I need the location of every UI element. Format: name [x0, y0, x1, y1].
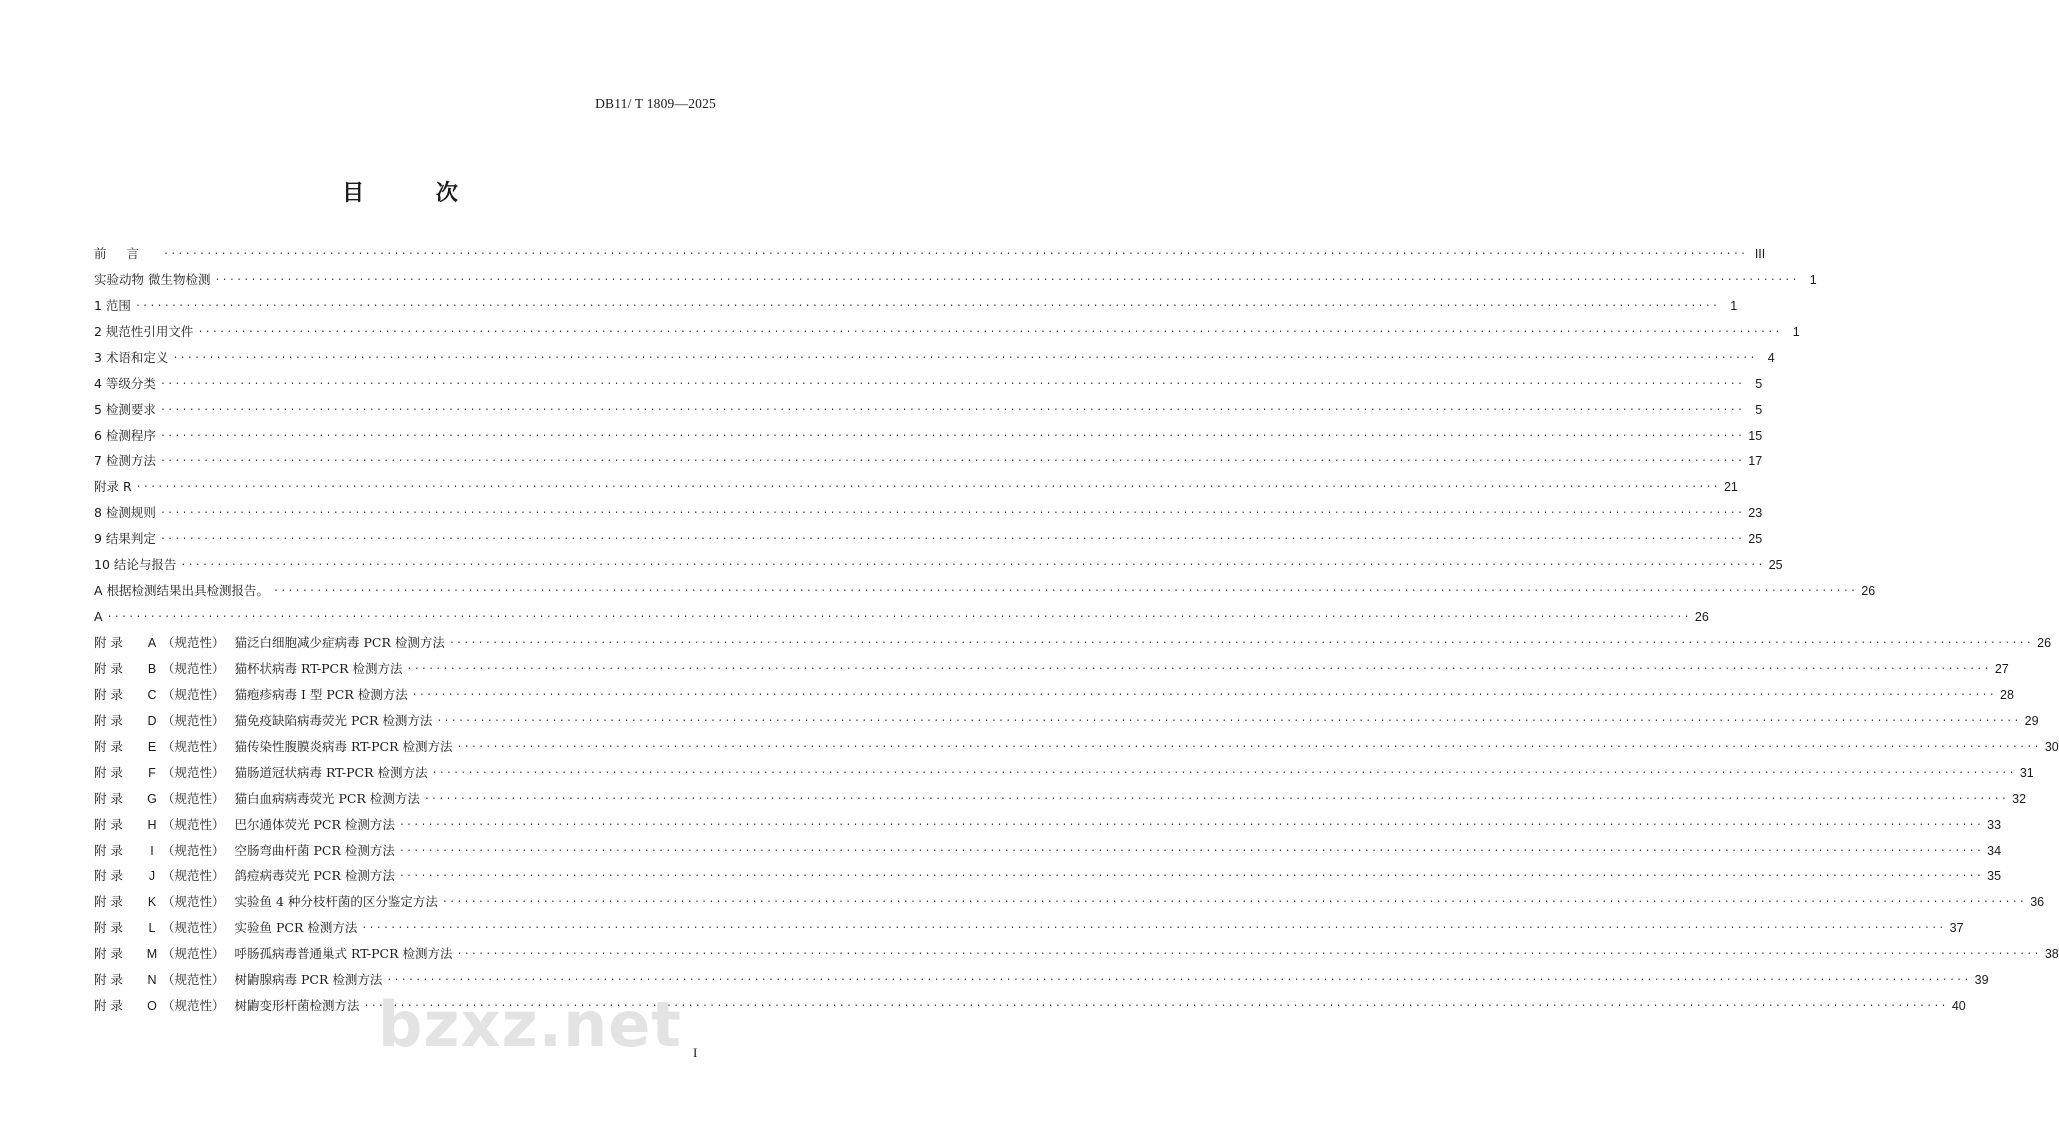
toc-entry[interactable]: [94, 910, 1964, 936]
toc-entry[interactable]: [94, 625, 2052, 651]
toc-entry[interactable]: [94, 703, 2039, 729]
document-code: DB11/ T 1809—2025: [595, 96, 716, 111]
dot-leader: ............................................................................................................................................................................................................................: [163, 246, 1748, 258]
dot-leader: ............................................................................................................................................................................................................................: [361, 921, 1946, 933]
appendix-title: 巴尔通体荧光 PCR 检测方法: [234, 816, 395, 832]
dot-leader: ............................................................................................................................................................................................................................: [441, 895, 2027, 907]
appendix-letter: H: [147, 817, 157, 832]
appendix-prefix: 附 录: [94, 842, 123, 858]
toc-entry[interactable]: [94, 677, 2014, 703]
toc-entry[interactable]: [94, 236, 1766, 262]
toc-entry-label: [94, 479, 132, 495]
toc-page-number: 21: [1723, 480, 1738, 495]
toc-page-number: 26: [2037, 636, 2052, 650]
appendix-letter: G: [147, 791, 157, 806]
appendix-title: 树鼩腺病毒 PCR 检测方法: [234, 972, 383, 988]
toc-page-number: 37: [1949, 921, 1964, 936]
dot-leader: ............................................................................................................................................................................................................................: [398, 869, 1984, 881]
toc-entry[interactable]: [94, 444, 1763, 470]
toc-entry[interactable]: [94, 962, 1989, 988]
appendix-type: （规范性）: [162, 816, 225, 832]
toc-page-number: 30: [2044, 739, 2059, 754]
toc-entry-text: 4 等级分类: [94, 375, 156, 391]
appendix-letter: A: [147, 636, 157, 650]
toc-entry-text: 1 范围: [94, 297, 131, 313]
toc-entry-label: [94, 687, 408, 703]
toc-page-number: 1: [1792, 324, 1800, 339]
appendix-title: 猫肠道冠状病毒 RT-PCR 检测方法: [234, 764, 428, 780]
toc-entry-text: 5 检测要求: [94, 401, 156, 417]
appendix-prefix: 附 录: [94, 946, 123, 962]
toc-entry-label: [94, 453, 156, 469]
toc-entry-label: [94, 298, 131, 314]
appendix-title: 猫杯状病毒 RT-PCR 检测方法: [234, 660, 403, 676]
toc-page-number: 40: [1951, 999, 1966, 1014]
appendix-type: （规范性）: [162, 842, 225, 858]
toc-entry-text: A 根据检测结果出具检测报告。: [94, 583, 270, 599]
toc-page-number: 26: [1694, 610, 1709, 625]
dot-leader: ............................................................................................................................................................................................................................: [411, 687, 1996, 699]
appendix-letter: K: [147, 895, 157, 910]
dot-leader: ............................................................................................................................................................................................................................: [172, 350, 1757, 362]
toc-entry[interactable]: [94, 884, 2045, 910]
toc-entry-label: [94, 557, 176, 573]
toc-entry-text: 8 检测规则: [94, 505, 156, 521]
toc-entry-text: A: [94, 609, 103, 625]
dot-leader: ............................................................................................................................................................................................................................: [134, 298, 1720, 310]
toc-page-number: 1: [1730, 298, 1738, 313]
toc-entry-label: [94, 609, 103, 625]
toc-entry-label: [94, 661, 403, 677]
toc-entry-text: 6 检测程序: [94, 427, 156, 443]
appendix-prefix: 附 录: [94, 868, 123, 884]
toc-page-number: 15: [1748, 428, 1763, 443]
toc-entry-label: [94, 817, 395, 833]
dot-leader: ............................................................................................................................................................................................................................: [436, 713, 2021, 725]
toc-entry[interactable]: [94, 288, 1738, 314]
dot-leader: ............................................................................................................................................................................................................................: [448, 636, 2034, 647]
appendix-prefix: 附 录: [94, 972, 123, 988]
toc-entry[interactable]: [94, 807, 2002, 833]
appendix-type: （规范性）: [162, 998, 225, 1014]
appendix-type: （规范性）: [162, 894, 225, 910]
appendix-type: （规范性）: [162, 738, 225, 754]
toc-page-number: 33: [1987, 817, 2002, 832]
dot-leader: ............................................................................................................................................................................................................................: [197, 324, 1782, 336]
toc-entry-text: 附录 R: [94, 479, 132, 495]
appendix-title: 树鼩变形杆菌检测方法: [234, 998, 360, 1014]
toc-page-number: 31: [2019, 765, 2034, 780]
appendix-type: （规范性）: [162, 764, 225, 780]
toc-page-number: 35: [1987, 869, 2002, 884]
dot-leader: ............................................................................................................................................................................................................................: [159, 454, 1745, 466]
toc-page-number: 25: [1748, 532, 1763, 547]
page-number: I: [693, 1045, 698, 1060]
appendix-title: 猫白血病病毒荧光 PCR 检测方法: [234, 790, 420, 806]
appendix-letter: F: [148, 765, 156, 780]
dot-leader: ............................................................................................................................................................................................................................: [159, 532, 1745, 544]
toc-entry-label: [94, 350, 168, 366]
toc-entry-text: 9 结果判定: [94, 531, 156, 547]
appendix-title: 鸽痘病毒荧光 PCR 检测方法: [234, 868, 395, 884]
appendix-title: 实验鱼 4 种分枝杆菌的区分鉴定方法: [234, 894, 438, 910]
appendix-prefix: 附 录: [94, 712, 123, 728]
appendix-title: 呼肠孤病毒普通巢式 RT-PCR 检测方法: [234, 946, 453, 962]
toc-entry-label: [94, 972, 382, 988]
dot-leader: ............................................................................................................................................................................................................................: [159, 506, 1745, 518]
toc-entry-text: 3 术语和定义: [94, 349, 169, 365]
dot-leader: ............................................................................................................................................................................................................................: [135, 480, 1720, 492]
toc-entry-label: [94, 998, 360, 1014]
toc-page-number: 25: [1768, 558, 1783, 573]
toc-page-number: 34: [1987, 843, 2002, 858]
toc-entry[interactable]: [94, 366, 1763, 392]
appendix-letter: O: [147, 999, 157, 1014]
toc-entry-label: [94, 505, 156, 521]
toc-entry[interactable]: [94, 573, 1876, 599]
toc-entry-text: 7 检测方法: [94, 453, 156, 469]
toc-entry-label: [94, 376, 156, 392]
toc-entry[interactable]: [94, 599, 1709, 625]
toc-entry-label: [94, 765, 428, 781]
dot-leader: ............................................................................................................................................................................................................................: [386, 973, 1971, 985]
toc-entry-label: [94, 739, 453, 755]
toc-entry[interactable]: [94, 833, 2002, 859]
toc-entry[interactable]: [94, 729, 2059, 755]
toc-entry-label: [94, 428, 156, 444]
toc-page-number: 5: [1755, 402, 1763, 417]
toc-page-number: III: [1754, 246, 1766, 261]
appendix-title: 猫传染性腹膜炎病毒 RT-PCR 检测方法: [234, 738, 453, 754]
toc-entry[interactable]: [94, 859, 2002, 885]
toc-page-number: 29: [2024, 713, 2039, 728]
toc-entry-label: [94, 843, 395, 859]
toc-page-number: 36: [2030, 895, 2045, 910]
toc-entry-label: [94, 791, 420, 807]
appendix-type: （规范性）: [162, 635, 225, 650]
dot-leader: ............................................................................................................................................................................................................................: [398, 843, 1984, 855]
appendix-letter: M: [146, 947, 158, 962]
dot-leader: ............................................................................................................................................................................................................................: [180, 558, 1765, 570]
appendix-type: （规范性）: [162, 790, 225, 806]
toc-entry-label: [94, 868, 395, 884]
appendix-type: （规范性）: [162, 712, 225, 728]
appendix-letter: L: [148, 921, 156, 936]
appendix-title: 猫免疫缺陷病毒荧光 PCR 检测方法: [234, 712, 433, 728]
toc-entry[interactable]: [94, 262, 1817, 288]
watermark: bzxz.net: [378, 988, 682, 1061]
appendix-title: 猫泛白细胞减少症病毒 PCR 检测方法: [234, 635, 445, 650]
toc-title: 目 次: [342, 181, 490, 206]
dot-leader: ............................................................................................................................................................................................................................: [431, 765, 2016, 777]
dot-leader: ............................................................................................................................................................................................................................: [456, 739, 2041, 751]
toc-entry[interactable]: [94, 392, 1763, 418]
appendix-prefix: 附 录: [94, 998, 123, 1014]
toc-page-number: 27: [1994, 661, 2009, 676]
toc-entry-label: [94, 894, 438, 910]
toc-page-number: 39: [1974, 973, 1989, 988]
appendix-title: 实验鱼 PCR 检测方法: [234, 920, 358, 936]
appendix-type: （规范性）: [162, 972, 225, 988]
appendix-type: （规范性）: [162, 868, 225, 884]
toc-entry-label: [94, 583, 269, 599]
appendix-type: （规范性）: [162, 660, 225, 676]
toc-entry[interactable]: [94, 418, 1763, 444]
appendix-letter: N: [147, 973, 157, 988]
toc-entry-text: 10 结论与报告: [94, 557, 177, 573]
dot-leader: ............................................................................................................................................................................................................................: [273, 584, 1858, 596]
toc-entry[interactable]: [94, 547, 1783, 573]
toc-page-number: 17: [1748, 454, 1763, 469]
appendix-type: （规范性）: [162, 686, 225, 702]
dot-leader: ............................................................................................................................................................................................................................: [363, 999, 1948, 1011]
appendix-prefix: 附 录: [94, 894, 123, 910]
toc-entry[interactable]: [94, 469, 1738, 495]
appendix-prefix: 附 录: [94, 764, 123, 780]
toc-entry[interactable]: [94, 781, 2027, 807]
toc-entry[interactable]: [94, 936, 2059, 962]
appendix-prefix: 附 录: [94, 660, 123, 676]
appendix-prefix: 附 录: [94, 738, 123, 754]
appendix-letter: C: [147, 687, 157, 702]
appendix-letter: I: [150, 843, 154, 858]
appendix-letter: E: [147, 739, 157, 754]
toc-page-number: 23: [1748, 506, 1763, 521]
toc-entry[interactable]: [94, 521, 1763, 547]
dot-leader: ............................................................................................................................................................................................................................: [456, 947, 2041, 959]
toc-entry-label: [94, 946, 453, 962]
appendix-letter: B: [147, 661, 157, 676]
toc-entry-text: 前言: [94, 245, 160, 261]
toc-entry-label: [94, 920, 357, 936]
toc-entry-label: [94, 531, 156, 547]
dot-leader: ............................................................................................................................................................................................................................: [423, 791, 2009, 803]
toc-entry-label: [94, 272, 210, 288]
dot-leader: ............................................................................................................................................................................................................................: [398, 817, 1984, 829]
toc-entry-text: 2 规范性引用文件: [94, 323, 194, 339]
appendix-prefix: 附 录: [94, 635, 123, 650]
toc-page-number: 4: [1767, 350, 1775, 365]
toc-page-number: 38: [2044, 947, 2059, 962]
toc-entry[interactable]: [94, 651, 2009, 677]
appendix-title: 猫疱疹病毒 I 型 PCR 检测方法: [234, 686, 408, 702]
toc-entry-text: 实验动物 微生物检测: [94, 271, 211, 287]
dot-leader: ............................................................................................................................................................................................................................: [106, 610, 1691, 622]
dot-leader: ............................................................................................................................................................................................................................: [159, 376, 1745, 388]
dot-leader: ............................................................................................................................................................................................................................: [406, 661, 1991, 673]
table-of-contents: [94, 236, 2059, 1014]
toc-entry[interactable]: [94, 495, 1763, 521]
dot-leader: ............................................................................................................................................................................................................................: [159, 402, 1745, 414]
appendix-letter: D: [147, 713, 157, 728]
appendix-prefix: 附 录: [94, 790, 123, 806]
appendix-title: 空肠弯曲杆菌 PCR 检测方法: [234, 842, 395, 858]
toc-page-number: 32: [2012, 791, 2027, 806]
toc-entry-label: [94, 324, 193, 340]
dot-leader: ............................................................................................................................................................................................................................: [159, 428, 1745, 440]
toc-entry-label: [94, 402, 156, 418]
toc-entry-label: [94, 635, 445, 651]
toc-page-number: 26: [1861, 584, 1876, 599]
toc-entry-label: [94, 246, 159, 262]
toc-entry-label: [94, 713, 432, 729]
appendix-prefix: 附 录: [94, 686, 123, 702]
toc-entry[interactable]: [94, 340, 1775, 366]
appendix-prefix: 附 录: [94, 920, 123, 936]
toc-page-number: 1: [1809, 272, 1817, 287]
toc-page-number: 5: [1755, 376, 1763, 391]
appendix-type: （规范性）: [162, 946, 225, 962]
dot-leader: ............................................................................................................................................................................................................................: [214, 272, 1799, 284]
toc-entry[interactable]: [94, 314, 1800, 340]
toc-entry[interactable]: [94, 755, 2034, 781]
appendix-type: （规范性）: [162, 920, 225, 936]
appendix-letter: J: [148, 869, 156, 884]
toc-page-number: 28: [2000, 687, 2014, 702]
appendix-prefix: 附 录: [94, 816, 123, 832]
